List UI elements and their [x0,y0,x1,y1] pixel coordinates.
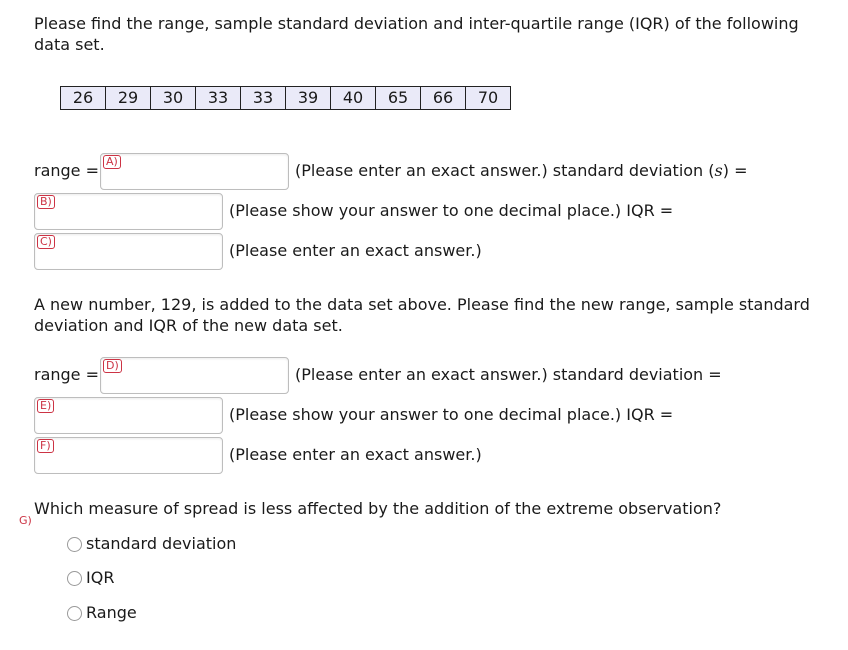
range-instruction-1: (Please enter an exact answer.) standard deviation ( [295,161,715,180]
sd-answer-input-b[interactable] [34,193,223,230]
data-cell: 30 [151,87,196,110]
data-cell: 39 [286,87,331,110]
data-cell: 33 [241,87,286,110]
data-cell: 29 [106,87,151,110]
iqr-answer-input-c[interactable] [34,233,223,270]
radio-icon[interactable] [67,537,82,552]
data-cell: 65 [376,87,421,110]
question-intro: Please find the range, sample standard deviation and inter-quartile range (IQR) of the following data set. [34,14,799,54]
answer-tag-b: B) [37,195,55,209]
option-label: Range [86,603,137,622]
sd-prompt-1 [295,161,747,181]
answer-tag-a: A) [103,155,121,169]
data-table [60,86,511,110]
answer-tag-e: E) [37,399,54,413]
range-answer-input-a[interactable] [100,153,289,190]
range-instruction-2: (Please enter an exact answer.) standard deviation = [295,365,722,384]
range-label-2: range = [34,365,100,384]
s-symbol: s [714,161,723,180]
answer-tag-f: F) [37,439,54,453]
sd-instruction-2: (Please show your answer to one decimal place.) IQR = [229,405,674,424]
radio-icon[interactable] [67,571,82,586]
sd-answer-input-e[interactable] [34,397,223,434]
data-cell: 70 [466,87,511,110]
iqr-answer-input-f[interactable] [34,437,223,474]
radio-icon[interactable] [67,606,82,621]
data-cell: 33 [196,87,241,110]
option-label: IQR [86,568,115,587]
sd-equals-1: ) = [722,161,748,180]
answer-tag-g: G) [19,514,32,527]
range-answer-input-d[interactable] [100,357,289,394]
data-cell: 66 [421,87,466,110]
spread-question: Which measure of spread is less affected by the addition of the extreme observation? [34,499,722,518]
data-cell: 26 [61,87,106,110]
data-cell: 40 [331,87,376,110]
option-label: standard deviation [86,534,237,553]
iqr-instruction-1: (Please enter an exact answer.) [229,241,482,260]
sd-instruction-1: (Please show your answer to one decimal place.) IQR = [229,201,674,220]
iqr-instruction-2: (Please enter an exact answer.) [229,445,482,464]
new-number-text: A new number, 129, is added to the data set above. Please find the new range, sample standard deviation and IQR of the new data set. [34,295,810,335]
answer-tag-d: D) [103,359,122,373]
answer-tag-c: C) [37,235,55,249]
range-label-1: range = [34,161,100,180]
